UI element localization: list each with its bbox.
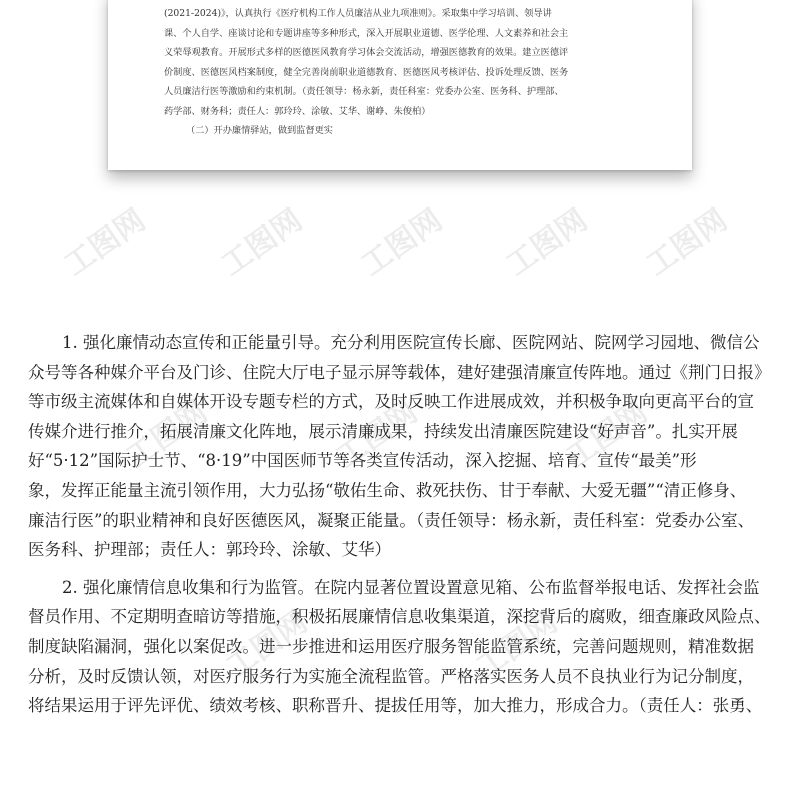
- preview-line: 课、个人自学、座谈讨论和专题讲座等多种形式，深入开展职业道德、医学伦理、人文素养和社会主: [164, 27, 569, 39]
- text-line: 传媒介进行推介，拓展清廉文化阵地，展示清廉成果，持续发出清廉医院建设“好声音”。扎实开展: [28, 421, 738, 441]
- watermark: 工图网: [470, 604, 564, 686]
- text-line: 分析，及时反馈认领，对医疗服务行为实施全流程监管。严格落实医务人员不良执业行为记分制度，: [28, 666, 754, 686]
- watermark: 工图网: [640, 202, 734, 284]
- document-body: [28, 328, 780, 721]
- watermark: 工图网: [330, 394, 424, 476]
- watermark: 工图网: [58, 202, 152, 284]
- text-line: 好“5·12”国际护士节、“8·19”中国医师节等各类宣传活动，深入挖掘、培育、宣传“最美”形: [28, 451, 697, 471]
- text-line: 将结果运用于评先评优、绩效考核、职称晋升、提拔任用等，加大推力，形成合力。（责任人：张勇、: [28, 696, 763, 716]
- watermark: 工图网: [220, 604, 314, 686]
- watermark: 工图网: [500, 202, 594, 284]
- text-line: 众号等各种媒介平台及门诊、住院大厅电子显示屏等载体，建好建强清廉宣传阵地。通过《荆门日报》: [28, 362, 771, 382]
- text-line: 象，发挥正能量主流引领作用，大力弘扬“敬佑生命、救死扶伤、甘于奉献、大爱无疆”“清正修身、: [28, 480, 747, 500]
- paragraph-2: [28, 573, 780, 721]
- preview-line: 人员廉洁行医等激励和约束机制。（责任领导：杨永新，责任科室：党委办公室、医务科、护理部、: [164, 86, 564, 97]
- text-line: 2. 强化廉情信息收集和行为监管。在院内显著位置设置意见箱、公布监督举报电话、发挥社会监: [62, 577, 760, 597]
- preview-line: 义荣辱观教育。开展形式多样的医德医风教育学习体会交流活动，增强医德教育的效果。建立医德评: [164, 47, 569, 58]
- paragraph-1: [28, 328, 780, 565]
- watermark: 工图网: [120, 394, 214, 476]
- preview-subheading: （二）开办廉情驿站，做到监督更实: [186, 125, 333, 136]
- preview-line: 药学部、财务科；责任人：郭玲玲、涂敏、艾华、谢峥、朱俊柏）: [164, 105, 431, 117]
- document-preview-card: [108, 0, 692, 170]
- preview-line: 价制度、医德医风档案制度，健全完善岗前职业道德教育、医德医风考核评估、投诉处理反馈、医务: [164, 66, 569, 78]
- watermark: 工图网: [560, 394, 654, 476]
- text-line: 医务科、护理部；责任人：郭玲玲、涂敏、艾华）: [28, 540, 391, 560]
- preview-line: (2021-2024)》，认真执行《医疗机构工作人员廉洁从业九项准则》。采取集中学习培训、领导讲: [164, 8, 552, 19]
- text-line: 廉洁行医”的职业精神和良好医德医风，凝聚正能量。（责任领导：杨永新，责任科室：党委办公室、: [28, 510, 755, 530]
- text-line: 督员作用、不定期明查暗访等措施，积极拓展廉情信息收集渠道，深挖背后的腐败，细查廉政风险点、: [28, 607, 771, 627]
- text-line: 制度缺陷漏洞，强化以案促改。进一步推进和运用医疗服务智能监管系统，完善问题规则，精准数据: [28, 636, 754, 656]
- preview-text: [164, 4, 664, 141]
- watermark: 工图网: [355, 202, 449, 284]
- text-line: 等市级主流媒体和自媒体开设专题专栏的方式，及时反映工作进展成效，并积极争取向更高平台的宣: [28, 392, 754, 412]
- watermark: 工图网: [215, 202, 309, 284]
- text-line: 1. 强化廉情动态宣传和正能量引导。充分利用医院宣传长廊、医院网站、院网学习园地、微信公: [62, 333, 760, 352]
